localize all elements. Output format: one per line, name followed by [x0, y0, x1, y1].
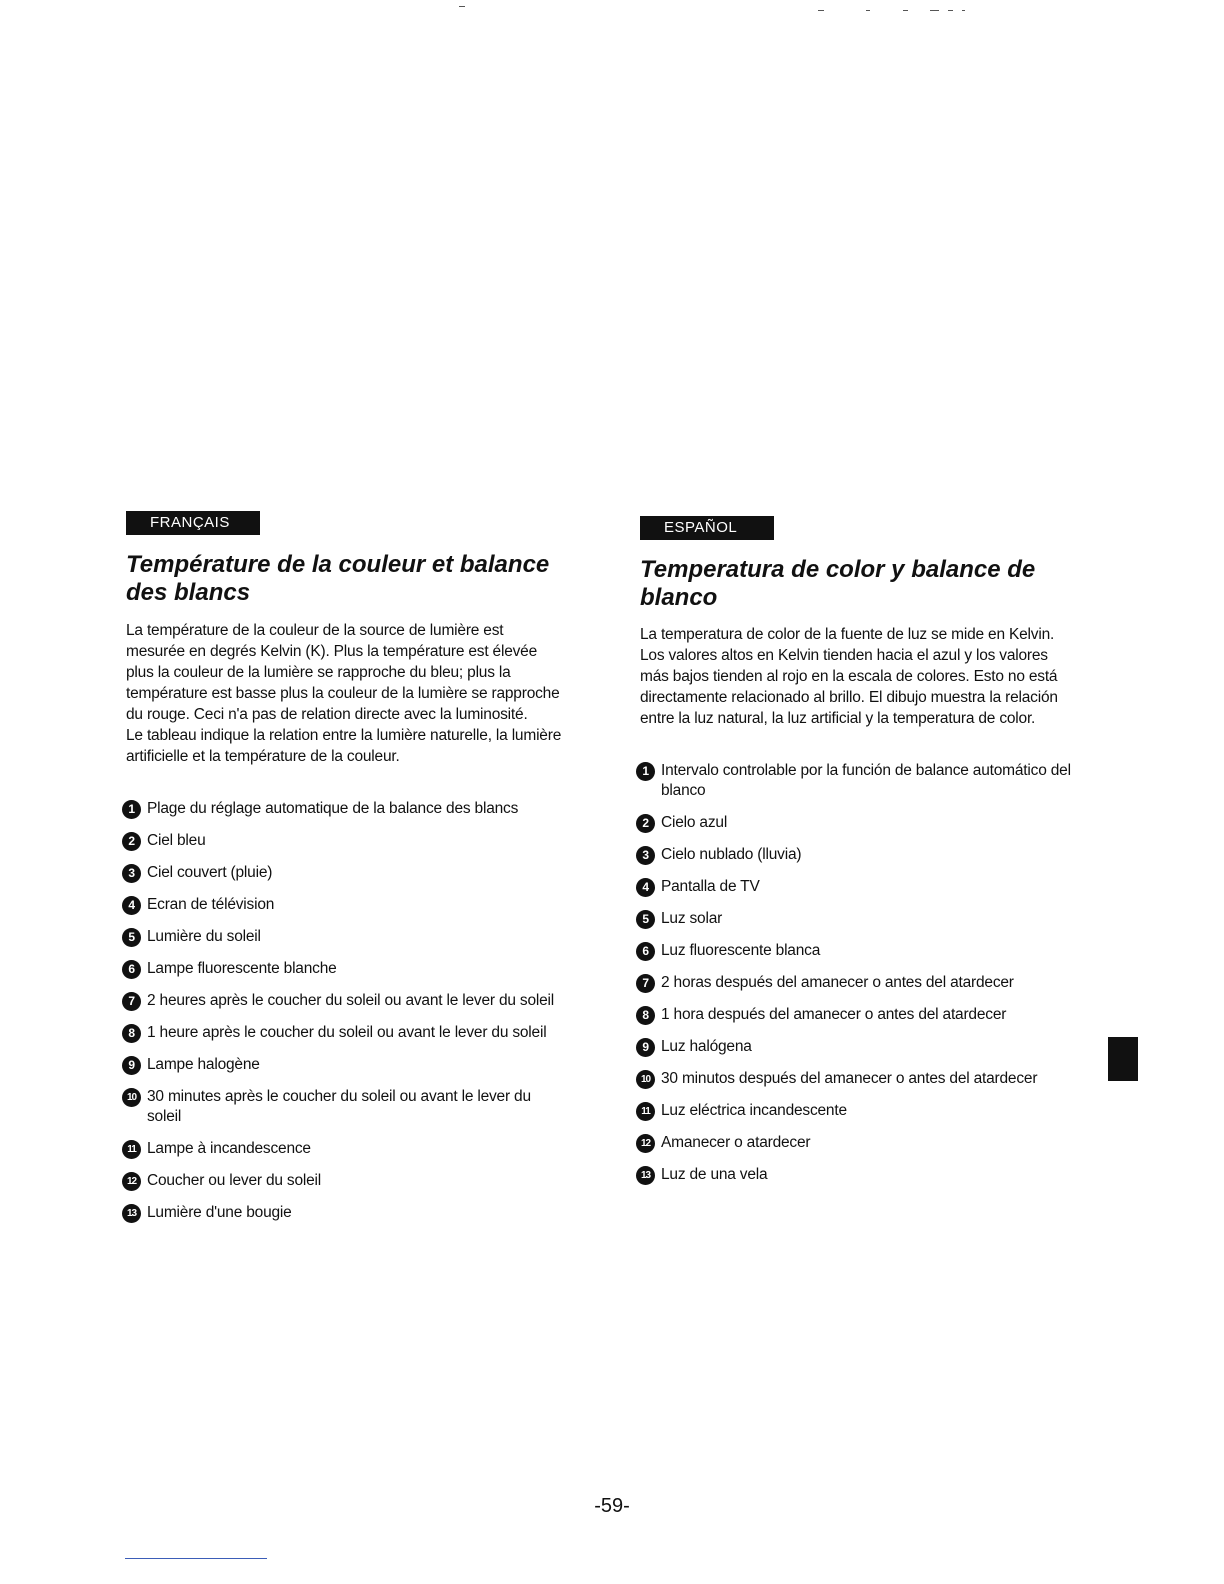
number-badge-icon: 13	[122, 1204, 141, 1223]
list-item	[122, 895, 562, 915]
number-badge-icon: 7	[636, 974, 655, 993]
list-item	[636, 813, 1076, 833]
list-item-text: Cielo nublado (lluvia)	[661, 846, 802, 863]
number-badge-icon: 3	[636, 846, 655, 865]
list-item	[122, 991, 562, 1011]
list-item-text: Luz eléctrica incandescente	[661, 1102, 847, 1119]
number-badge-icon: 5	[636, 910, 655, 929]
list-item-text: Intervalo controlable por la función de balance automático del blanco	[661, 762, 1071, 799]
list-item-text: 2 heures après le coucher du soleil ou avant le lever du soleil	[147, 992, 555, 1009]
number-badge-icon: 1	[122, 800, 141, 819]
list-item	[122, 959, 562, 979]
number-badge-icon: 2	[636, 814, 655, 833]
section-title-french: Température de la couleur et balance des blancs	[126, 551, 550, 606]
list-item	[122, 831, 562, 851]
number-badge-icon: 1	[636, 762, 655, 781]
list-item-text: 30 minutes après le coucher du soleil ou avant le lever du soleil	[147, 1088, 531, 1125]
section-title-spanish: Temperatura de color y balance de blanco	[640, 556, 1036, 611]
list-item-text: Luz de una vela	[661, 1166, 768, 1183]
list-item-text: 2 horas después del amanecer o antes del atardecer	[661, 974, 1014, 991]
legend-list-french	[122, 799, 562, 1235]
number-badge-icon: 8	[122, 1024, 141, 1043]
number-badge-icon: 10	[122, 1088, 141, 1107]
list-item	[636, 973, 1076, 993]
list-item	[636, 1037, 1076, 1057]
number-badge-icon: 7	[122, 992, 141, 1011]
list-item	[636, 877, 1076, 897]
list-item-text: Cielo azul	[661, 814, 728, 831]
language-tag-spanish: ESPAÑOL	[640, 516, 774, 540]
number-badge-icon: 12	[636, 1134, 655, 1153]
list-item-text: Ciel bleu	[147, 832, 206, 849]
list-item-text: Plage du réglage automatique de la balance des blancs	[147, 800, 519, 817]
list-item	[122, 863, 562, 883]
list-item	[122, 1171, 562, 1191]
number-badge-icon: 4	[122, 896, 141, 915]
intro-paragraph-spanish: La temperatura de color de la fuente de luz se mide en Kelvin. Los valores altos en Kelvin tienden hacia el azul y los valores más bajos tienden al rojo en la escala de colores. Esto no está directamente relacionado al brillo. El dibujo muestra la relación entre la luz natural, la luz artificial y la temperatura de color.	[640, 626, 1058, 727]
scan-mark	[930, 10, 939, 11]
number-badge-icon: 2	[122, 832, 141, 851]
list-item-text: Coucher ou lever du soleil	[147, 1172, 322, 1189]
list-item	[122, 1139, 562, 1159]
list-item-text: Lampe à incandescence	[147, 1140, 311, 1157]
page-number: -59-	[594, 1495, 630, 1517]
list-item	[636, 1069, 1076, 1089]
number-badge-icon: 11	[122, 1140, 141, 1159]
scan-mark	[903, 10, 908, 11]
list-item-text: Lumière du soleil	[147, 928, 261, 945]
number-badge-icon: 9	[636, 1038, 655, 1057]
number-badge-icon: 6	[636, 942, 655, 961]
list-item-text: 1 heure après le coucher du soleil ou avant le lever du soleil	[147, 1024, 547, 1041]
list-item-text: Pantalla de TV	[661, 878, 760, 895]
list-item	[636, 1133, 1076, 1153]
list-item-text: Lampe fluorescente blanche	[147, 960, 337, 977]
list-item-text: Lampe halogène	[147, 1056, 260, 1073]
list-item	[122, 799, 562, 819]
list-item	[636, 845, 1076, 865]
footer-rule	[125, 1558, 267, 1559]
list-item	[122, 1087, 562, 1127]
number-badge-icon: 12	[122, 1172, 141, 1191]
list-item-text: 30 minutos después del amanecer o antes del atardecer	[661, 1070, 1038, 1087]
list-item	[636, 1165, 1076, 1185]
legend-list-spanish	[636, 761, 1076, 1197]
list-item-text: Ciel couvert (pluie)	[147, 864, 273, 881]
number-badge-icon: 4	[636, 878, 655, 897]
scan-mark	[866, 10, 870, 11]
list-item	[122, 1203, 562, 1223]
number-badge-icon: 3	[122, 864, 141, 883]
list-item-text: Luz solar	[661, 910, 723, 927]
scan-mark	[459, 6, 465, 7]
number-badge-icon: 8	[636, 1006, 655, 1025]
number-badge-icon: 11	[636, 1102, 655, 1121]
list-item	[636, 761, 1076, 801]
list-item	[122, 1023, 562, 1043]
intro-paragraph-french: La température de la couleur de la source de lumière est mesurée en degrés Kelvin (K). Plus la température est élevée plus la couleur de la lumière se rapproche du bleu; plus la température est basse plus la couleur de la lumière se rapproche du rouge. Ceci n'a pas de relation directe avec la luminosité. Le tableau indique la relation entre la lumière naturelle, la lumière artificielle et la température de la couleur.	[126, 622, 562, 765]
list-item-text: Luz fluorescente blanca	[661, 942, 821, 959]
number-badge-icon: 5	[122, 928, 141, 947]
list-item	[122, 1055, 562, 1075]
list-item	[122, 927, 562, 947]
list-item-text: 1 hora después del amanecer o antes del atardecer	[661, 1006, 1007, 1023]
scan-mark	[948, 10, 953, 11]
list-item-text: Ecran de télévision	[147, 896, 275, 913]
number-badge-icon: 6	[122, 960, 141, 979]
list-item-text: Lumière d'une bougie	[147, 1204, 292, 1221]
number-badge-icon: 9	[122, 1056, 141, 1075]
language-tag-french: FRANÇAIS	[126, 511, 260, 535]
number-badge-icon: 13	[636, 1166, 655, 1185]
list-item	[636, 1101, 1076, 1121]
list-item	[636, 909, 1076, 929]
section-thumb-tab	[1108, 1037, 1138, 1081]
list-item-text: Amanecer o atardecer	[661, 1134, 811, 1151]
scan-mark	[818, 10, 824, 11]
number-badge-icon: 10	[636, 1070, 655, 1089]
scan-mark	[962, 10, 965, 11]
list-item-text: Luz halógena	[661, 1038, 752, 1055]
list-item	[636, 941, 1076, 961]
list-item	[636, 1005, 1076, 1025]
